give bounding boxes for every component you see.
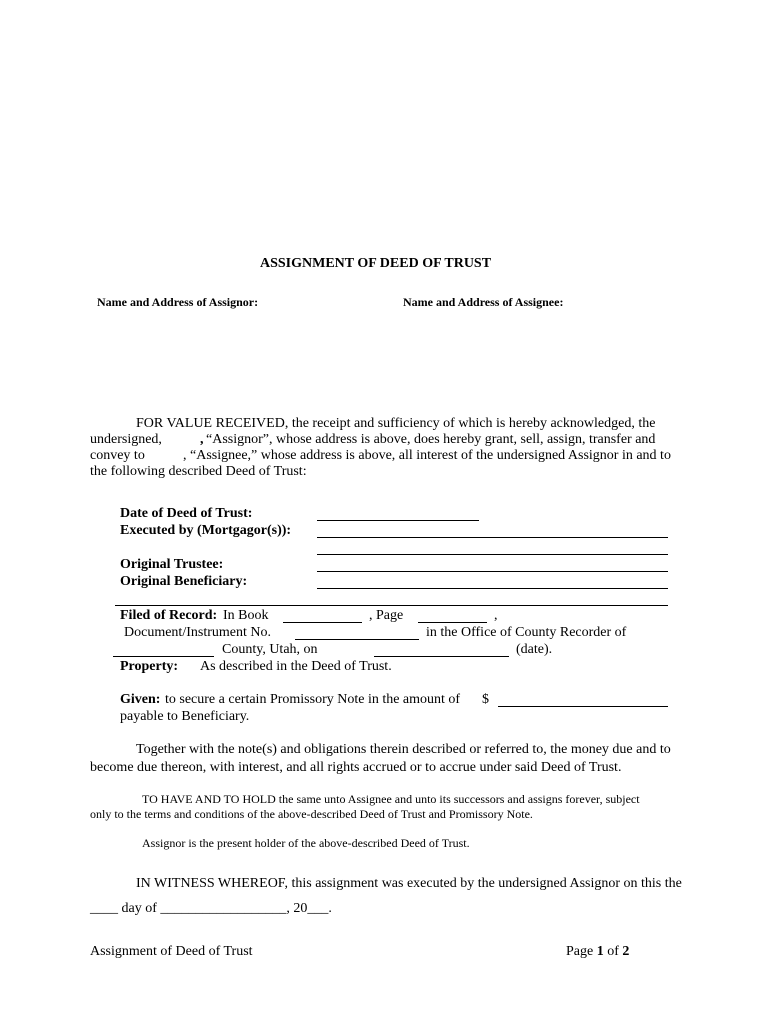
original-trustee-label: Original Trustee: — [120, 557, 224, 572]
in-book-text: In Book — [223, 608, 269, 623]
original-beneficiary-line[interactable] — [317, 588, 668, 589]
property-label: Property: — [120, 659, 179, 674]
executed-by-line-1[interactable] — [317, 537, 668, 538]
property-text: As described in the Deed of Trust. — [200, 659, 392, 674]
filed-of-record-label: Filed of Record: — [120, 608, 218, 623]
para2-line1: Together with the note(s) and obligations therein described or referred to, the money due and to — [136, 742, 671, 757]
para1-line1: FOR VALUE RECEIVED, the receipt and sufficiency of which is hereby acknowledged, the — [136, 416, 656, 431]
para3-line1: TO HAVE AND TO HOLD the same unto Assignee and unto its successors and assigns forever, subject — [142, 792, 640, 806]
page-text: , Page — [369, 608, 404, 623]
witness-line1: IN WITNESS WHEREOF, this assignment was executed by the undersigned Assignor on this the — [136, 876, 682, 891]
page-indicator — [566, 944, 629, 960]
given-line2: payable to Beneficiary. — [120, 709, 250, 724]
page-word: Page — [566, 944, 594, 959]
footer-title: Assignment of Deed of Trust — [90, 944, 253, 959]
dollar-sign: $ — [482, 692, 489, 707]
para1-line4: the following described Deed of Trust: — [90, 464, 307, 479]
given-text: to secure a certain Promissory Note in the amount of — [165, 692, 461, 707]
date-text: (date). — [516, 642, 553, 657]
county-utah-text: County, Utah, on — [222, 642, 318, 657]
date-of-deed-label: Date of Deed of Trust: — [120, 506, 253, 521]
given-label: Given: — [120, 692, 161, 707]
assignor-label: Name and Address of Assignor: — [97, 295, 259, 309]
date-of-deed-line[interactable] — [317, 520, 479, 521]
record-comma: , — [494, 608, 498, 623]
book-line[interactable] — [283, 622, 362, 623]
para1-line2c: “Assignor”, whose address is above, does hereby grant, sell, assign, transfer and — [206, 432, 656, 447]
assignee-label: Name and Address of Assignee: — [403, 295, 564, 309]
doc-instrument-text: Document/Instrument No. — [124, 625, 271, 640]
para4-text: Assignor is the present holder of the above-described Deed of Trust. — [142, 836, 470, 850]
original-beneficiary-label: Original Beneficiary: — [120, 574, 248, 589]
para3-line2: only to the terms and conditions of the above-described Deed of Trust and Promissory Note. — [90, 807, 533, 821]
doc-instrument-line[interactable] — [295, 639, 419, 640]
amount-line[interactable] — [498, 706, 668, 707]
original-trustee-line[interactable] — [317, 571, 668, 572]
para1-line2b: , — [200, 432, 204, 447]
page-total: 2 — [622, 944, 630, 959]
office-text: in the Office of County Recorder of — [426, 625, 627, 640]
county-line[interactable] — [113, 656, 214, 657]
witness-line2: ____ day of __________________, 20___. — [90, 901, 332, 916]
section-divider — [115, 605, 668, 606]
page-number: 1 — [596, 944, 604, 959]
recorded-date-line[interactable] — [374, 656, 509, 657]
of-word: of — [607, 944, 619, 959]
para2-line2: become due thereon, with interest, and all rights accrued or to accrue under said Deed of Trust. — [90, 760, 622, 775]
document-title: ASSIGNMENT OF DEED OF TRUST — [260, 256, 492, 271]
para1-line3b: , “Assignee,” whose address is above, all interest of the undersigned Assignor in and to — [183, 448, 671, 463]
executed-by-line-2[interactable] — [317, 554, 668, 555]
para1-line3a: convey to — [90, 448, 145, 463]
para1-line2a: undersigned, — [90, 432, 162, 447]
page-line[interactable] — [418, 622, 487, 623]
executed-by-label: Executed by (Mortgagor(s)): — [120, 523, 292, 538]
